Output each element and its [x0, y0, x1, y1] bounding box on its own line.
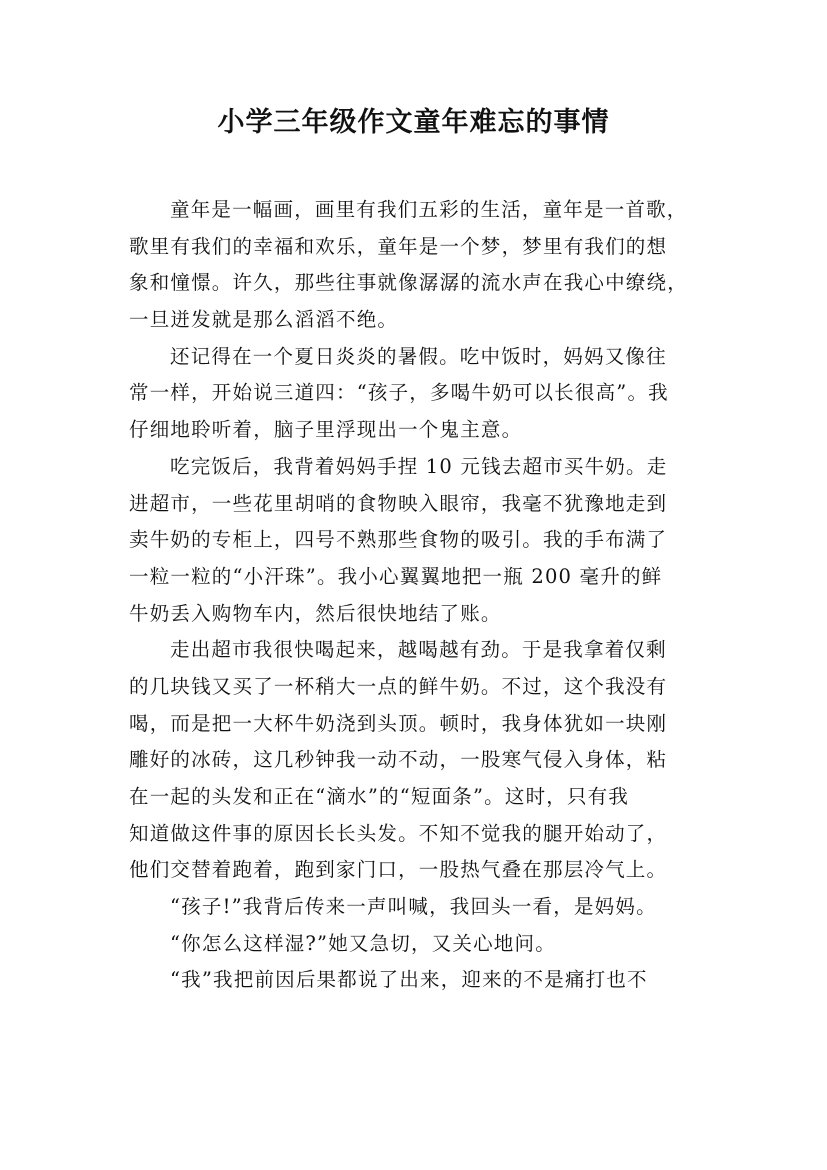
- paragraph-line: 喝，而是把一大杯牛奶浇到头顶。顿时，我身体犹如一块刚: [129, 711, 668, 735]
- paragraph-line: 知道做这件事的原因长长头发。不知不觉我的腿开始动了，: [129, 821, 668, 845]
- paragraph-line: 常一样，开始说三道四：“孩子，多喝牛奶可以长很高”。我: [129, 381, 669, 405]
- paragraph-line: 他们交替着跑着，跑到家门口，一股热气叠在那层冷气上。: [129, 858, 668, 882]
- paragraph-line: 歌里有我们的幸福和欢乐，童年是一个梦，梦里有我们的想: [129, 234, 668, 258]
- paragraph-line: 的几块钱又买了一杯稍大一点的鲜牛奶。不过，这个我没有: [129, 674, 668, 698]
- paragraph-line: 一粒一粒的“小汗珠”。我小心翼翼地把一瓶 200 毫升的鲜: [129, 564, 663, 588]
- paragraph-line: 一旦迸发就是那么滔滔不绝。: [129, 308, 399, 332]
- paragraph-line: 象和憧憬。许久，那些往事就像潺潺的流水声在我心中缭绕，: [129, 271, 688, 295]
- paragraph-line: 仔细地聆听着，脑子里浮现出一个鬼主意。: [129, 418, 523, 442]
- document-title: 小学三年级作文童年难忘的事情: [217, 107, 610, 138]
- paragraph-line: 进超市，一些花里胡哨的食物映入眼帘，我毫不犹豫地走到: [129, 491, 668, 515]
- paragraph-line: 走出超市我很快喝起来，越喝越有劲。于是我拿着仅剩: [170, 638, 667, 662]
- paragraph-line: “我”我把前因后果都说了出来，迎来的不是痛打也不: [170, 968, 648, 992]
- paragraph-line: 吃完饭后，我背着妈妈手捏 10 元钱去超市买牛奶。走: [170, 454, 668, 478]
- document-body: [129, 192, 719, 999]
- paragraph-line: “你怎么这样湿?”她又急切，又关心地问。: [170, 931, 556, 955]
- paragraph-line: 童年是一幅画，画里有我们五彩的生活，童年是一首歌，: [170, 198, 688, 221]
- paragraph-line: 牛奶丢入购物车内，然后很快地结了账。: [129, 601, 502, 625]
- paragraph-line: 还记得在一个夏日炎炎的暑假。吃中饭时，妈妈又像往: [170, 344, 667, 368]
- paragraph-line: “孩子!”我背后传来一声叫喊，我回头一看，是妈妈。: [170, 895, 657, 919]
- paragraph-line: 在一起的头发和正在“滴水”的“短面条”。这时，只有我: [129, 785, 630, 808]
- paragraph-line: 雕好的冰砖，这几秒钟我一动不动，一股寒气侵入身体，粘: [129, 748, 668, 772]
- paragraph-line: 卖牛奶的专柜上，四号不熟那些食物的吸引。我的手布满了: [129, 528, 668, 552]
